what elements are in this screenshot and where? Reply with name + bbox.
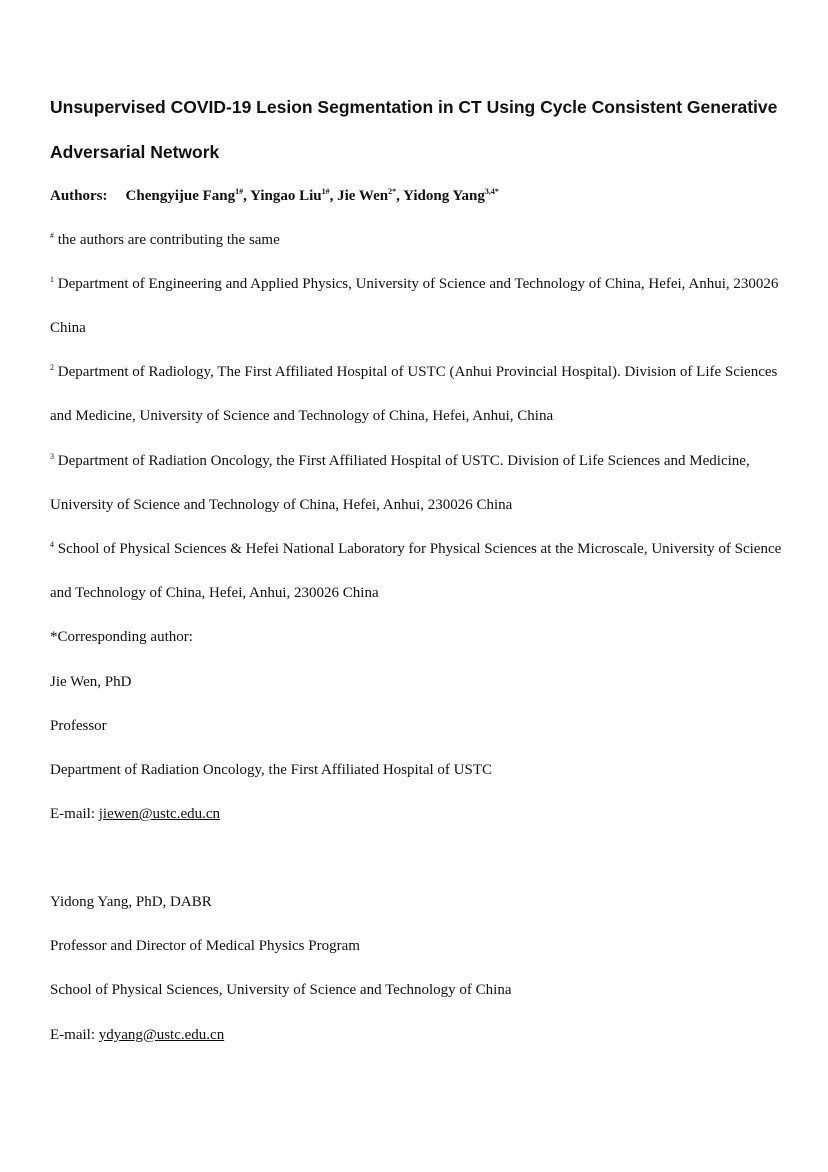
author2-name: Yidong Yang, PhD, DABR [50, 894, 212, 910]
author-separator: , [396, 188, 404, 204]
author-affiliation-mark: 1# [321, 187, 330, 196]
affiliation-4-line-2: and Technology of China, Hefei, Anhui, 230026 China [50, 585, 379, 601]
author1-email-link[interactable]: jiewen@ustc.edu.cn [98, 806, 221, 822]
affiliation-1-line-2: China [50, 320, 86, 336]
author-name: Jie Wen [337, 188, 389, 204]
affiliation-text: Department of Radiology, The First Affiliated Hospital of USTC (Anhui Provincial Hospital). Division of Life Sciences [54, 364, 778, 380]
author1-department: Department of Radiation Oncology, the First Affiliated Hospital of USTC [50, 762, 493, 778]
author1-title: Professor [50, 718, 107, 734]
author2-department: School of Physical Sciences, University of Science and Technology of China [50, 982, 512, 998]
affiliation-2-line-2: and Medicine, University of Science and Technology of China, Hefei, Anhui, China [50, 408, 554, 424]
contribution-note [50, 231, 280, 249]
corresponding-author-label: *Corresponding author: [50, 629, 193, 645]
author-separator: , [329, 188, 338, 204]
paper-title-line-1: Unsupervised COVID-19 Lesion Segmentation in CT Using Cycle Consistent Generative [50, 97, 778, 117]
authors-label: Authors: [50, 188, 108, 204]
paper-title-line-2: Adversarial Network [50, 142, 220, 162]
author1-name: Jie Wen, PhD [50, 674, 132, 690]
affiliation-4-line-1 [50, 540, 781, 558]
author-line [50, 187, 499, 205]
author-name: Chengyijue Fang [125, 188, 236, 204]
affiliation-number: 4 [50, 540, 54, 549]
author-name: Yidong Yang [403, 188, 485, 204]
email-label: E-mail: [50, 806, 99, 822]
contribution-mark: # [50, 231, 54, 240]
affiliation-3-line-1 [50, 452, 750, 470]
affiliation-number: 1 [50, 275, 54, 284]
affiliation-3-line-2: University of Science and Technology of China, Hefei, Anhui, 230026 China [50, 497, 513, 513]
affiliation-text: Department of Engineering and Applied Physics, University of Science and Technology of China, Hefei, Anhui, 230026 [54, 276, 779, 292]
author2-email-line [50, 1026, 224, 1044]
author-separator: , [243, 188, 251, 204]
author2-title: Professor and Director of Medical Physics Program [50, 938, 360, 954]
author-name: Yingao Liu [250, 188, 322, 204]
affiliation-number: 2 [50, 363, 54, 372]
affiliation-number: 3 [50, 452, 54, 461]
contribution-text: the authors are contributing the same [54, 232, 280, 248]
author-affiliation-mark: 2* [388, 187, 397, 196]
author-affiliation-mark: 3,4* [484, 187, 499, 196]
author1-email-line [50, 805, 220, 823]
affiliation-text: Department of Radiation Oncology, the First Affiliated Hospital of USTC. Division of Life Sciences and Medicine, [54, 453, 750, 469]
affiliation-2-line-1 [50, 363, 777, 381]
author-affiliation-mark: 1# [235, 187, 244, 196]
author2-email-link[interactable]: ydyang@ustc.edu.cn [98, 1027, 225, 1043]
affiliation-1-line-1 [50, 275, 778, 293]
email-label: E-mail: [50, 1027, 99, 1043]
affiliation-text: School of Physical Sciences & Hefei National Laboratory for Physical Sciences at the Microscale, University of Science [54, 541, 782, 557]
